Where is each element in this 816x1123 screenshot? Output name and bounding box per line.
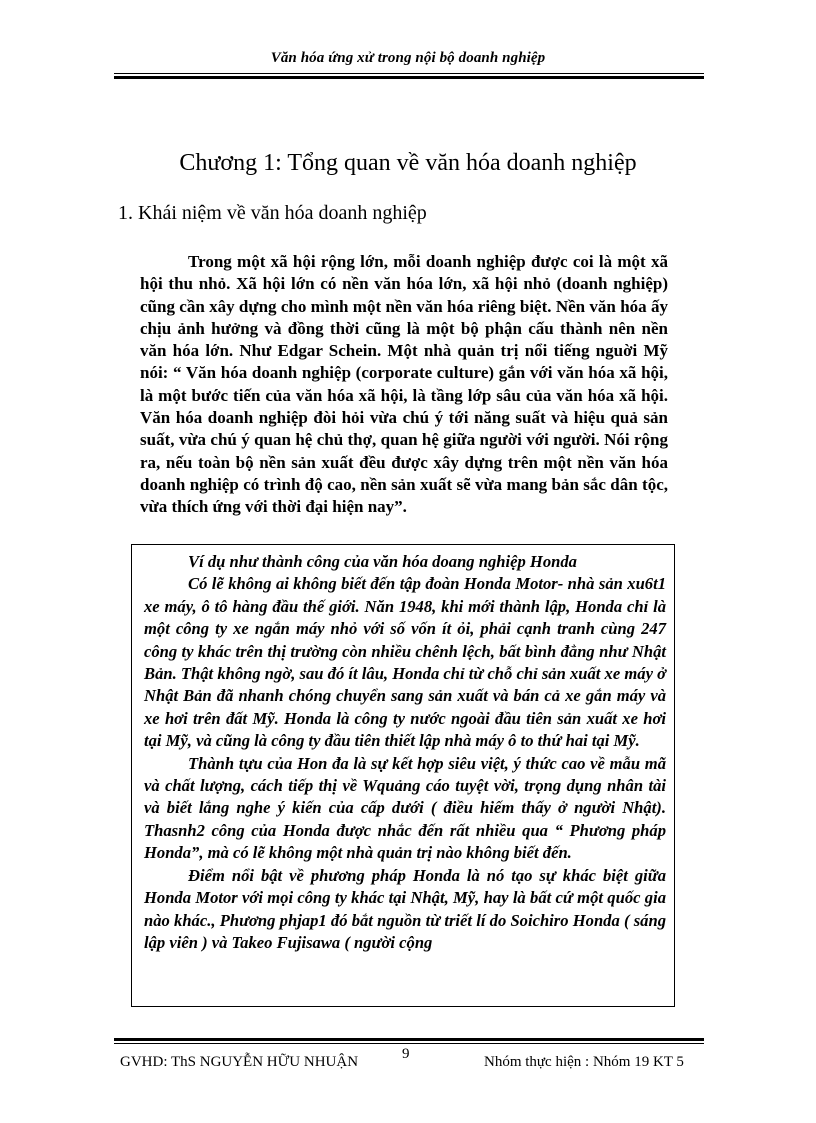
footer-advisor: GVHD: ThS NGUYỄN HỮU NHUẬN (120, 1054, 359, 1070)
body-paragraph: Trong một xã hội rộng lớn, mỗi doanh nghiệp được coi là một xã hội thu nhỏ. Xã hội lớn có nền văn hóa lớn, xã hội nhỏ (doanh nghiệp) cũng cần xây dựng cho mình một nền văn hóa riêng biệt. Nền văn hóa ấy chịu ảnh hưởng và đồng thời cũng là một bộ phận cấu thành nên nền văn hóa lớn. Như Edgar Schein. Một nhà quản trị nổi tiếng nguời Mỹ nói: “ Văn hóa doanh nghiệp (corporate culture) gắn với văn hóa xã hội, là một bước tiến của văn hóa xã hội, là tầng lớp sâu của văn hóa xã hội. Văn hóa doanh nghiệp đòi hỏi vừa chú ý tới năng suất và hiệu quả sản suất, vừa chú ý quan hệ chủ thợ, quan hệ giữa người với người. Nói rộng ra, nếu toàn bộ nền sản xuất đều được xây dựng trên một nền văn hóa doanh nghiệp có trình độ cao, nền sản xuất sẽ vừa mang bản sắc dân tộc, vừa thích ứng với thời đại hiện nay”. (140, 252, 668, 517)
header-rule (114, 73, 704, 79)
example-paragraph: Điểm nổi bật về phương pháp Honda là nó tạo sự khác biệt giữa Honda Motor với mọi công ty khác tại Nhật, Mỹ, hay là bất cứ một quốc gia nào khác., Phương phjap1 đó bắt nguồn từ triết lí do Soichiro Honda ( sáng lập viên ) và Takeo Fujisawa ( người cộng (144, 865, 666, 952)
running-header: Văn hóa ứng xử trong nội bộ doanh nghiệp (270, 50, 546, 66)
example-paragraph: Thành tựu của Hon đa là sự kết hợp siêu việt, ý thức cao về mẫu mã và chất lượng, cách tiếp thị về Wquảng cáo tuyệt vời, trọng dụng nhân tài và biết lắng nghe ý kiến của cấp dưới ( điều hiếm thấy ở người Nhật). Thasnh2 công của Honda được nhắc đến rất nhiều qua “ Phương pháp Honda”, mà có lẽ không một nhà quản trị nào không biết đến. (144, 753, 666, 863)
page-number: 9 (402, 1046, 410, 1062)
example-box (131, 544, 675, 1007)
example-paragraph: Có lẽ không ai không biết đến tập đoàn Honda Motor- nhà sản xu6t1 xe máy, ô tô hàng đầu thế giới. Năn 1948, khi mới thành lập, Honda chỉ là một công ty xe ngắn máy nhỏ với số vốn ít ỏi, phải cạnh tranh cùng 247 công ty khác trên thị trường còn nhiều chênh lệch, bất bình đẳng như Nhật Bản. Thật không ngờ, sau đó ít lâu, Honda chỉ từ chỗ chỉ sản xuất xe máy ở Nhật Bản đã nhanh chóng chuyển sang sản xuất và bán cả xe gắn máy và xe hơi trên đất Mỹ. Honda là công ty nước ngoài đầu tiên sản xuất xe hơi tại Mỹ, và cũng là công ty đầu tiên thiết lập nhà máy ô to thứ hai tại Mỹ. (144, 574, 666, 751)
chapter-title: Chương 1: Tổng quan về văn hóa doanh nghiệp (179, 150, 637, 176)
section-heading: 1. Khái niệm về văn hóa doanh nghiệp (118, 202, 427, 224)
example-title: Ví dụ như thành công của văn hóa doang nghiệp Honda (188, 552, 577, 571)
footer-rule (114, 1038, 704, 1044)
footer-group: Nhóm thực hiện : Nhóm 19 KT 5 (484, 1054, 684, 1070)
